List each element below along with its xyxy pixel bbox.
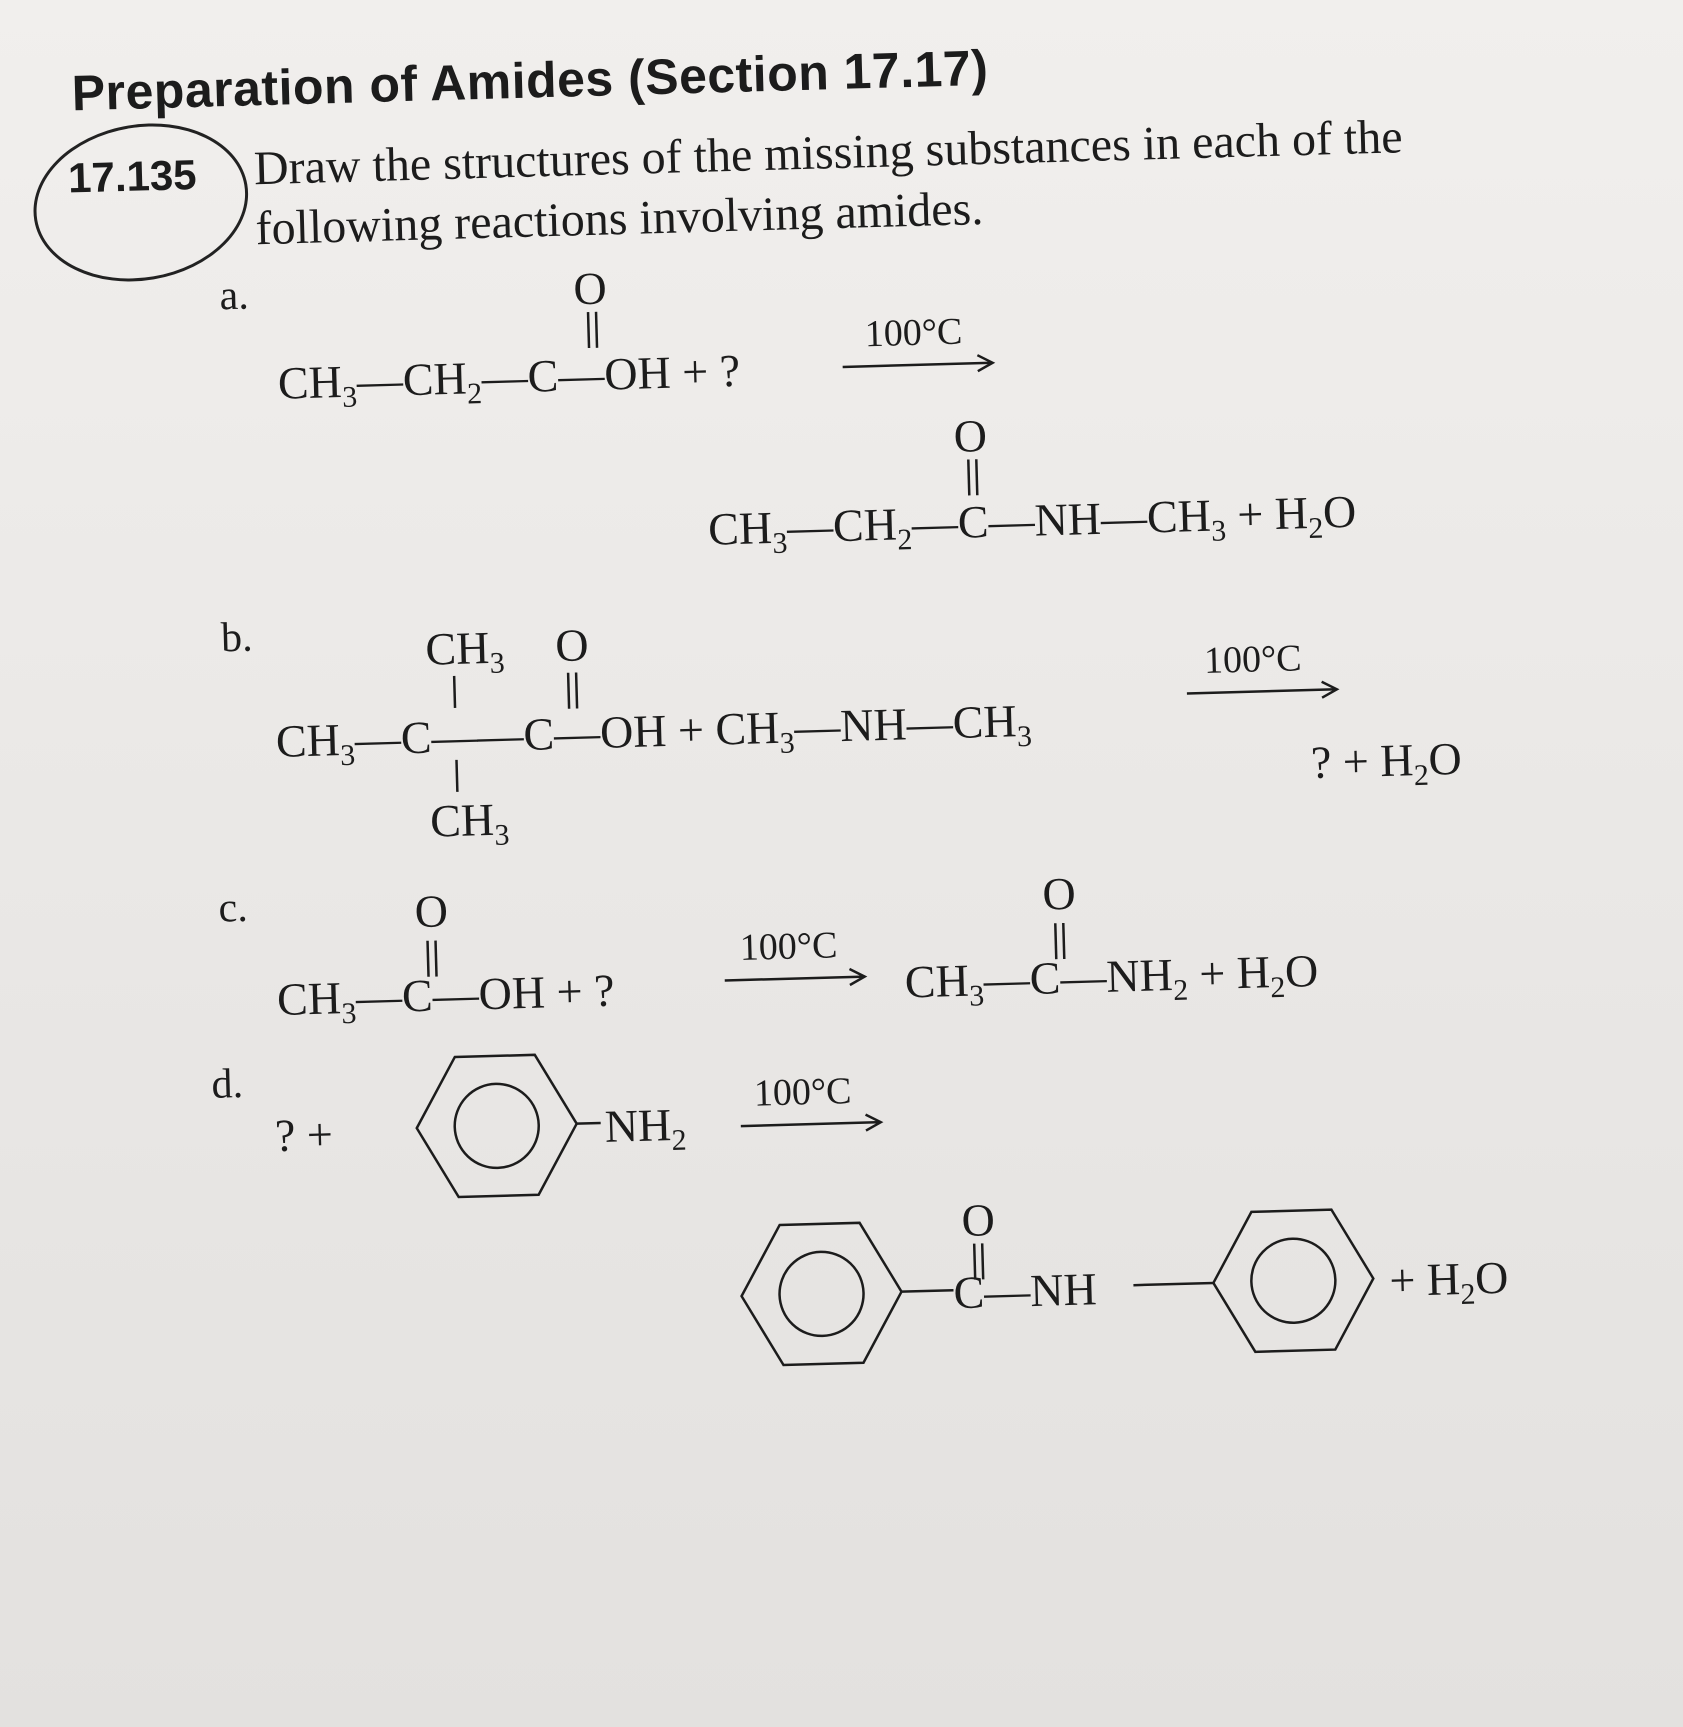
propanoic-acid: $CH_3—CH_2—C—OH$ + ? [277,344,741,414]
carbonyl-oxygen: O [554,619,590,672]
reaction-a-condition: 100°C [864,310,963,356]
product-b: ? + $H_2O$ [1310,732,1463,793]
carbonyl-oxygen: O [572,262,608,315]
reaction-b [273,595,1464,858]
carbonyl-oxygen: O [413,885,449,938]
reaction-c-label: c. [217,884,249,932]
n-methylpropanamide: $CH_3—CH_2—C—NH—CH_3 + H_2O$ [707,485,1357,560]
problem-text: Draw the structures of the missing substances in each of the following reactions involving amides. [253,110,1404,256]
acetamide: $CH_3—C—NH_2 + H_2O$ [904,944,1319,1013]
reaction-a-label: a. [218,272,250,320]
reaction-c-condition: 100°C [739,924,838,970]
dimethylpropanoic-acid-and-dimethylamine: $CH_3—C——C—OH$ + $CH_3—NH—CH_3$ [275,695,1033,773]
aniline-amine-group: $NH_2$ [604,1099,688,1158]
reaction-d-condition: 100°C [753,1069,853,1115]
reaction-c [274,861,1319,1032]
product-carbonyl-oxygen: O [1041,867,1077,920]
section-title: Preparation of Amides (Section 17.17) [70,39,990,122]
reaction-b-label: b. [220,614,254,662]
reaction-d-label: d. [210,1060,244,1108]
unknown-reactant: ? + [274,1108,334,1162]
amide-linkage: C—NH [952,1263,1098,1319]
acetic-acid: $CH_3—C—OH$ + ? [276,964,616,1031]
product-carbonyl-oxygen: O [960,1194,996,1246]
reaction-b-condition: 100°C [1203,637,1303,682]
problem-number: 17.135 [67,150,198,202]
reaction-a [275,242,1357,574]
methyl-group-bottom: $CH_3$ [429,793,510,852]
water-product: + $H_2O$ [1388,1251,1509,1312]
methyl-group-top: $CH_3$ [424,621,506,680]
product-carbonyl-oxygen: O [952,409,988,462]
